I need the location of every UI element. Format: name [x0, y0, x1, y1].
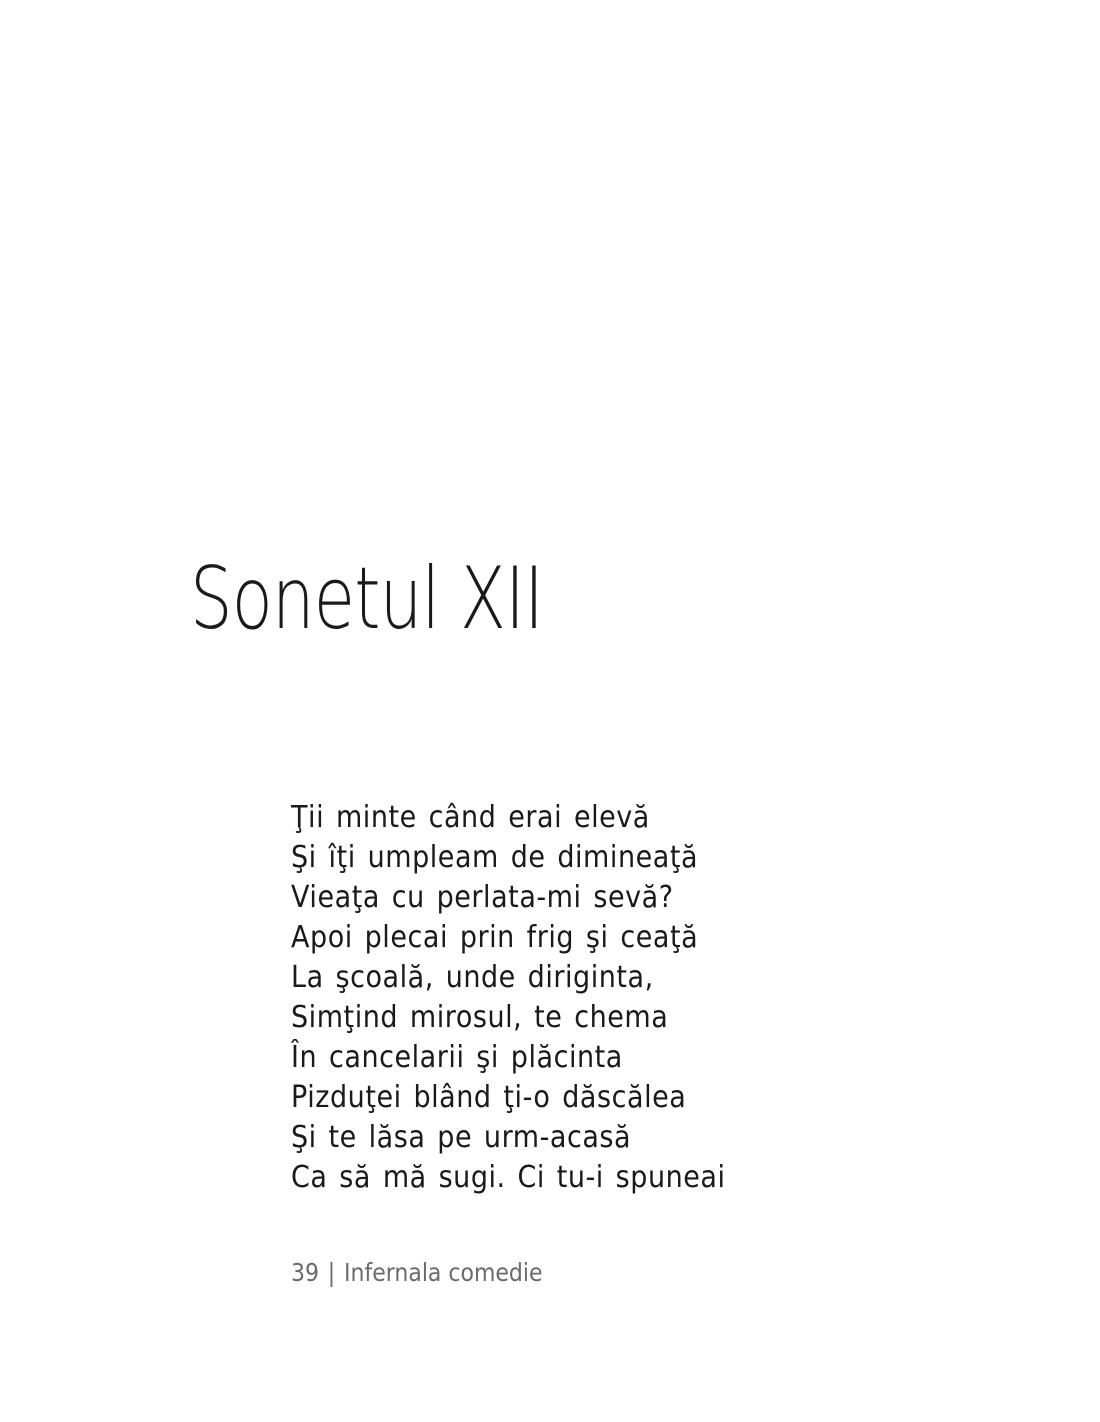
poem-line: Vieaţa cu perlata-mi sevă? [291, 880, 674, 915]
page-footer [291, 1256, 543, 1290]
footer-separator: | [327, 1258, 336, 1287]
poem-title: Sonetul XII [190, 549, 544, 649]
poem-body [291, 798, 774, 1198]
page-number: 39 [291, 1258, 319, 1287]
poem-line: Simţind mirosul, te chema [291, 1000, 669, 1035]
poem-line: Şi îţi umpleam de dimineaţă [291, 840, 699, 875]
poem-line: Şi te lăsa pe urm-acasă [291, 1120, 632, 1155]
poem-line: Ca să mă sugi. Ci tu-i spuneai [291, 1160, 726, 1195]
poem-line: În cancelarii şi plăcinta [291, 1040, 623, 1075]
poem-line: Ţii minte când erai elevă [291, 800, 650, 835]
book-title: Infernala comedie [344, 1258, 543, 1287]
poem-line: La şcoală, unde diriginta, [291, 960, 654, 995]
poem-line: Pizduţei blând ţi-o dăscălea [291, 1080, 687, 1115]
poem-line: Apoi plecai prin frig şi ceaţă [291, 920, 699, 955]
